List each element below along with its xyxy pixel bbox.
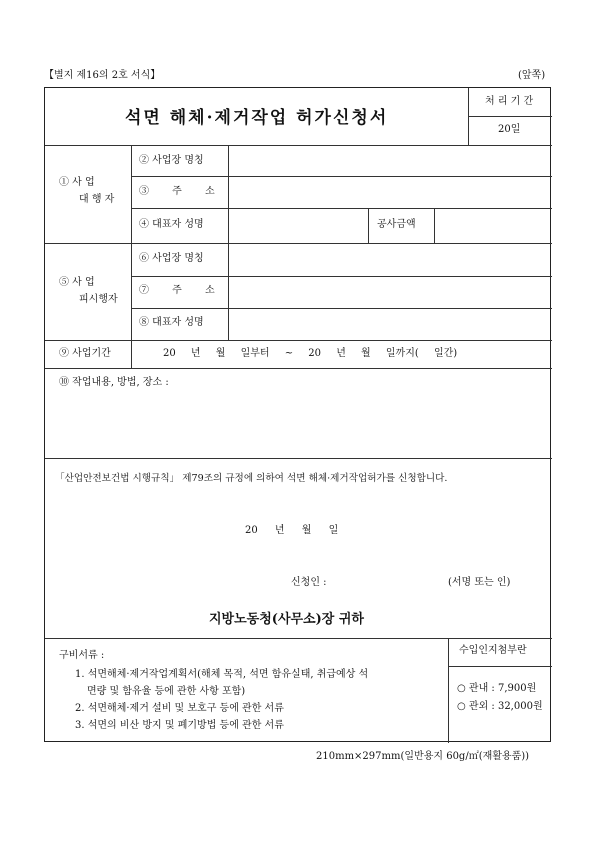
contract-amount-label: 공사금액 — [377, 219, 416, 230]
contractor-address-label: ③ 주 소 — [139, 186, 225, 197]
owner-name-label: ⑥ 사업장 명칭 — [139, 253, 204, 264]
form-number: 【별지 제16의 2호 서식】 — [44, 70, 161, 81]
fee-external: ○ 관외 : 32,000원 — [457, 701, 543, 712]
paper-spec: 210mm×297mm(일반용지 60g/㎡(재활용품)) — [316, 751, 530, 762]
form-title: 석면 해체·제거작업 허가신청서 — [125, 108, 389, 128]
contractor-name-label: ② 사업장 명칭 — [139, 155, 204, 166]
period-text: 20 년 월 일부터 ~ 20 년 월 일까지( 일간) — [163, 348, 458, 359]
document-item: 3. 석면의 비산 방지 및 폐기방법 등에 관한 서류 — [75, 720, 284, 731]
signature-note: (서명 또는 인) — [448, 577, 511, 588]
declaration-text: 「산업안전보건법 시행규칙」 제79조의 규정에 의하여 석면 해체·제거작업허가를 신청합니다. — [55, 473, 448, 484]
stamp-heading: 수입인지첨부란 — [459, 645, 527, 656]
date-line: 20 년 월 일 — [245, 525, 339, 536]
document-item: 면량 및 함유율 등에 관한 사항 포함) — [87, 686, 246, 697]
work-label: ⑩ 작업내용, 방법, 장소 : — [59, 377, 169, 388]
contractor-group-label-2: 대 행 자 — [79, 194, 115, 205]
owner-group-label: ⑤ 사 업 — [59, 277, 95, 288]
period-label: ⑨ 사업기간 — [59, 348, 111, 359]
document-item: 2. 석면해체·제거 설비 및 보호구 등에 관한 서류 — [75, 703, 284, 714]
owner-address-label: ⑦ 주 소 — [139, 285, 225, 296]
document-item: 1. 석면해체·제거작업계획서(해체 목적, 석면 함유실태, 취급예상 석 — [75, 669, 369, 680]
owner-group-label-2: 피시행자 — [79, 294, 118, 305]
processing-value: 20일 — [498, 124, 521, 135]
fee-local: ○ 관내 : 7,900원 — [457, 683, 537, 694]
contractor-rep-label: ④ 대표자 성명 — [139, 219, 204, 230]
processing-label: 처 리 기 간 — [485, 96, 534, 107]
contractor-group-label: ① 사 업 — [59, 177, 95, 188]
owner-rep-label: ⑧ 대표자 성명 — [139, 317, 204, 328]
documents-heading: 구비서류 : — [59, 650, 105, 661]
addressee: 지방노동청(사무소)장 귀하 — [209, 612, 364, 627]
application-form — [44, 87, 551, 742]
applicant-label: 신청인 : — [291, 577, 327, 588]
page-side: (앞쪽) — [518, 70, 546, 81]
